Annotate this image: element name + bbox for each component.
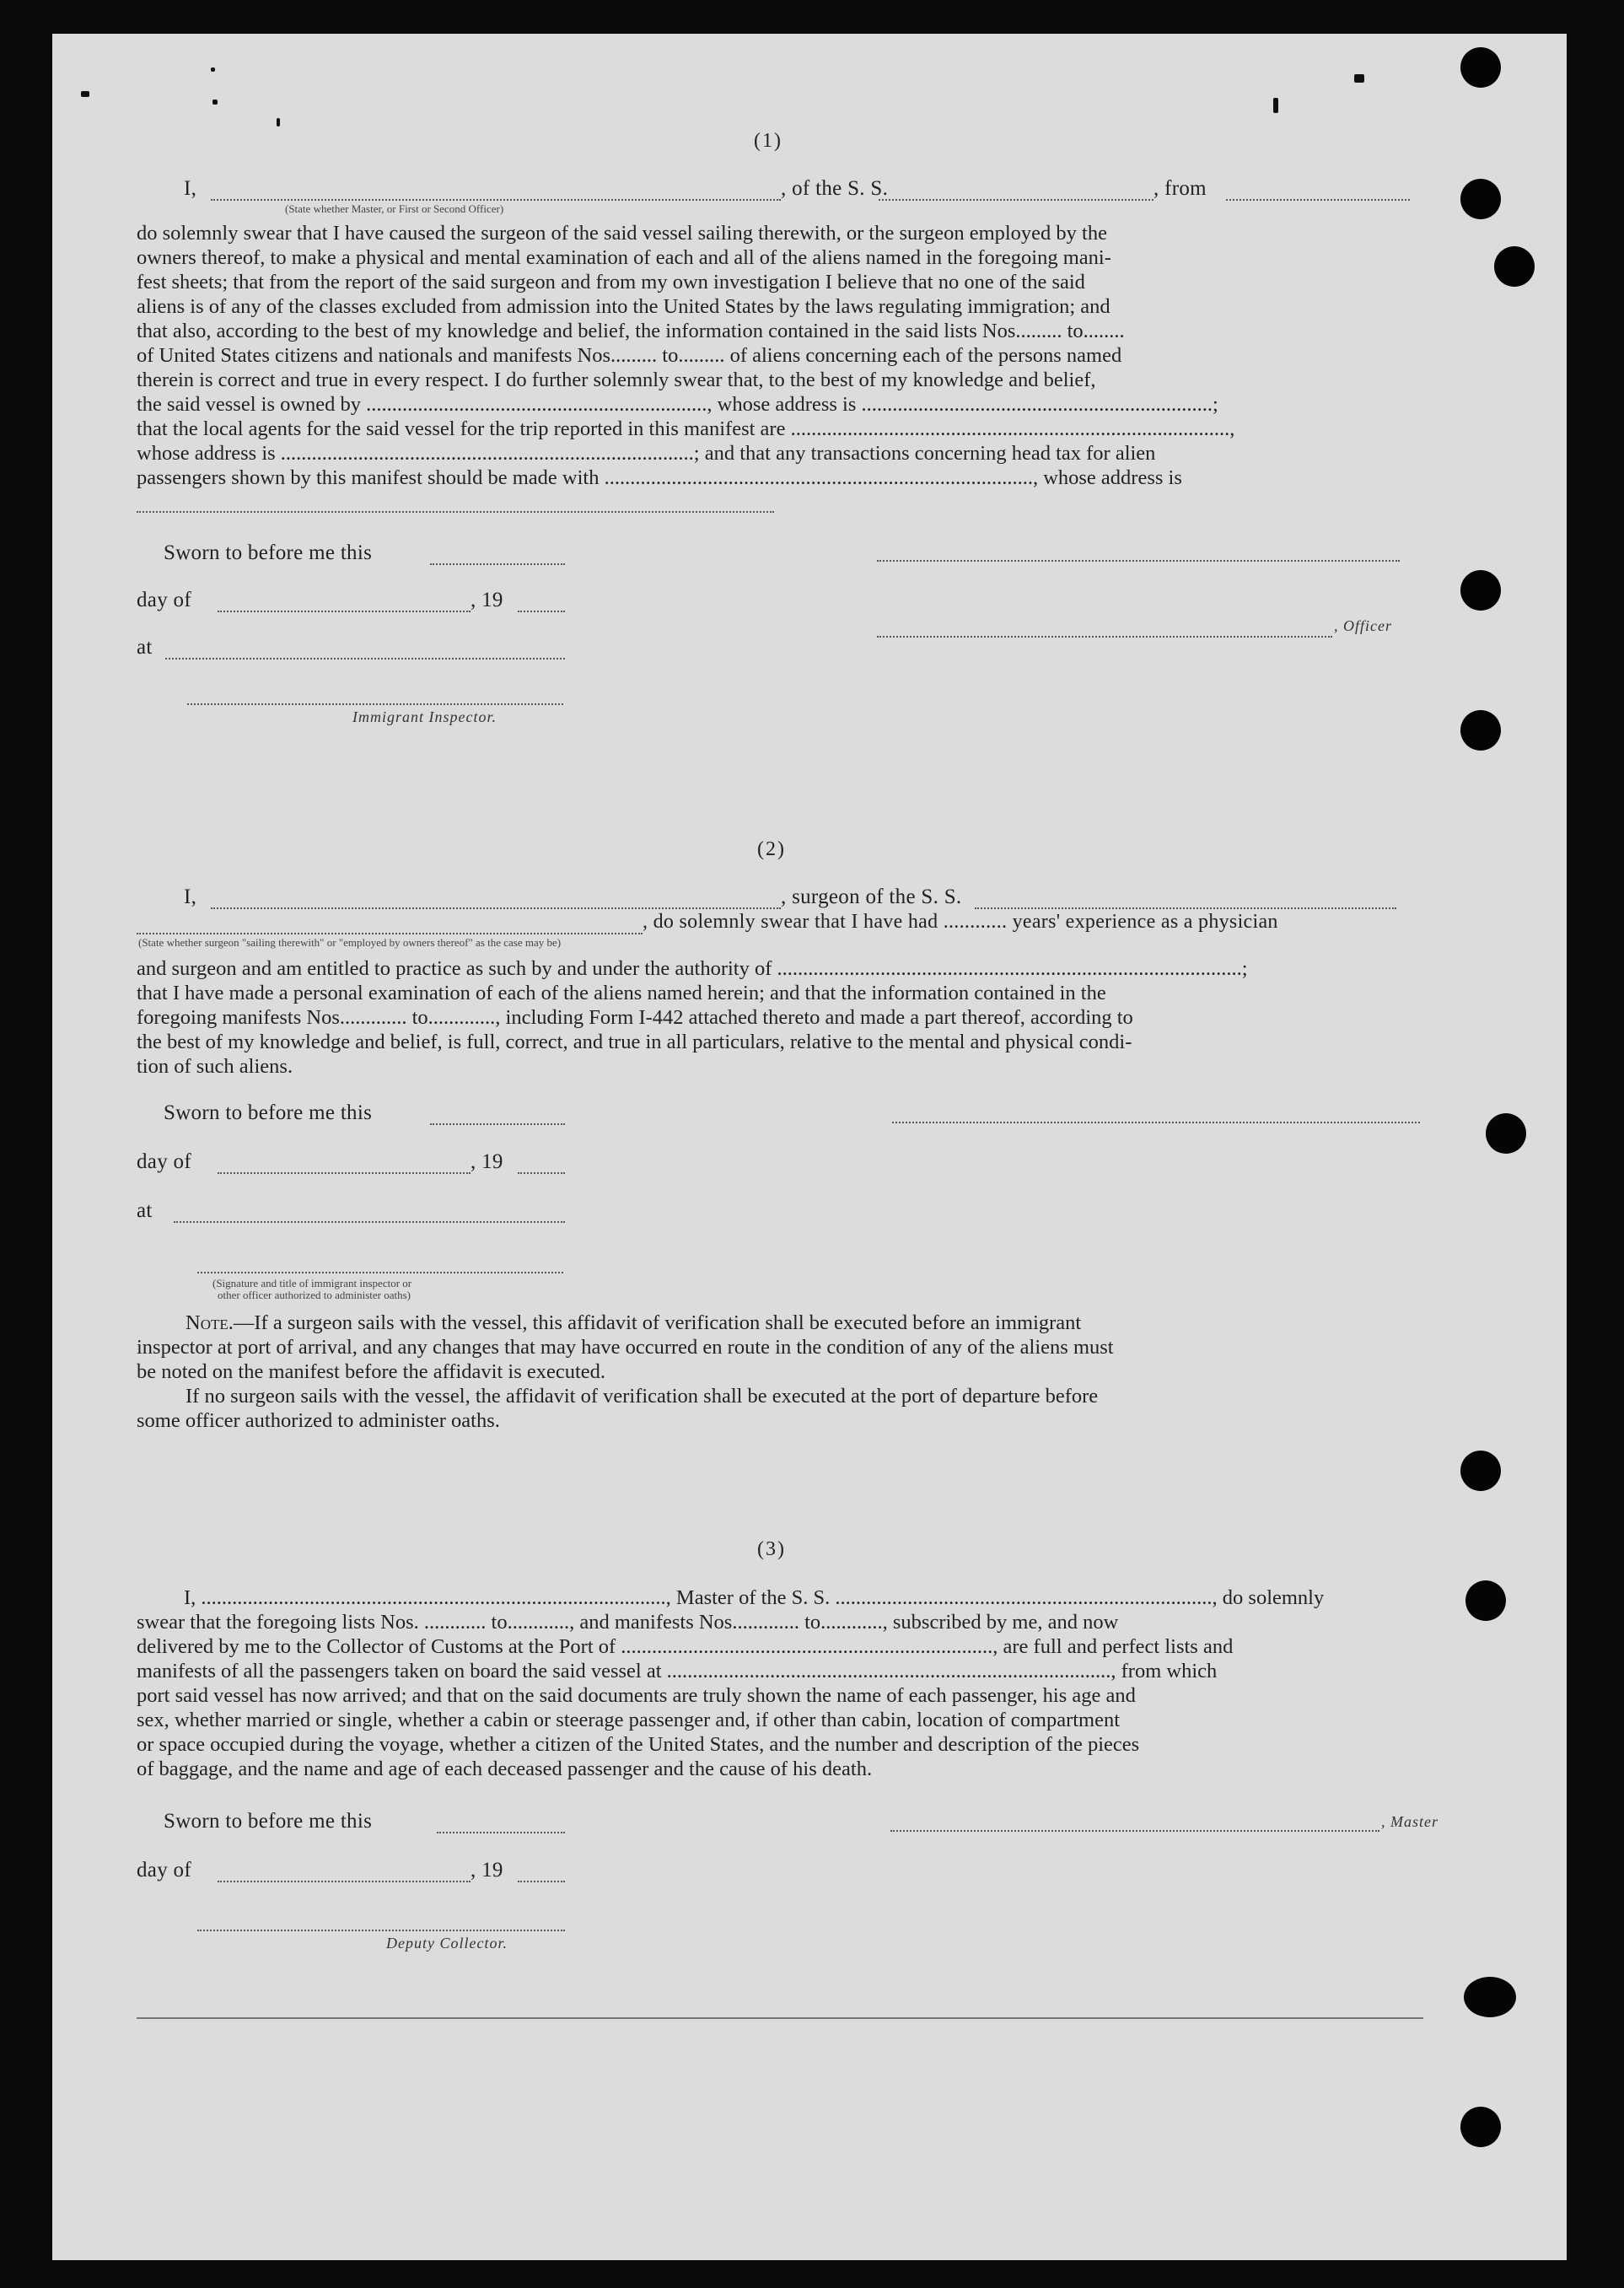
s2-note-line: inspector at port of arrival, and any changes that may have occurred en route in the condition of any of the aliens must <box>137 1336 1114 1359</box>
s2-name-blank[interactable] <box>211 907 781 909</box>
bottom-rule <box>137 2017 1423 2019</box>
s1-ss-label: , of the S. S. <box>781 177 889 200</box>
s2-ship-blank[interactable] <box>975 907 1396 909</box>
s3-body <box>137 1585 1477 1781</box>
s3-year-label: , 19 <box>471 1859 503 1882</box>
s2-surgeon-sig-line[interactable] <box>892 1122 1420 1123</box>
s3-sworn-blank[interactable] <box>437 1832 565 1833</box>
s2-day-label: day of <box>137 1150 191 1173</box>
ink-speck <box>81 91 89 97</box>
s2-sworn-blank[interactable] <box>430 1123 565 1125</box>
s3-body-line: port said vessel has now arrived; and that on the said documents are truly shown the name of each passenger, his age and <box>137 1684 1136 1707</box>
s1-body <box>137 221 1418 490</box>
s2-i-label: I, <box>184 886 197 908</box>
s3-body-line: manifests of all the passengers taken on board the said vessel at ......................................................................................, from which <box>137 1660 1218 1682</box>
s1-officer-blank[interactable] <box>211 199 781 201</box>
s1-inspector-label: Immigrant Inspector. <box>352 708 497 725</box>
s2-at-blank[interactable] <box>174 1221 565 1223</box>
s2-note-text: —If a surgeon sails with the vessel, this affidavit of verification shall be executed before an immigrant <box>233 1311 1082 1334</box>
s3-body-line: of baggage, and the name and age of each deceased passenger and the cause of his death. <box>137 1758 873 1780</box>
s2-day-blank[interactable] <box>218 1172 471 1174</box>
s3-day-label: day of <box>137 1859 191 1882</box>
punch-hole <box>1486 1113 1526 1154</box>
section-3-number: (3) <box>757 1538 786 1560</box>
s2-capacity-note: (State whether surgeon "sailing therewith" or "employed by owners thereof" as the case may be) <box>138 936 562 949</box>
s3-body-line: swear that the foregoing lists Nos. ............ to............, and manifests Nos............. to............, subscribed by me, and now <box>137 1611 1119 1634</box>
s2-body-line: the best of my knowledge and belief, is full, correct, and true in all particulars, relative to the mental and physical condi- <box>137 1031 1132 1053</box>
s3-day-blank[interactable] <box>218 1881 471 1882</box>
s1-day-blank[interactable] <box>218 611 471 612</box>
s1-body-line: of United States citizens and nationals and manifests Nos......... to......... of aliens concerning each of the persons named <box>137 344 1122 367</box>
s1-year-label: , 19 <box>471 589 503 611</box>
s2-sig-line[interactable] <box>197 1272 563 1273</box>
s2-sig-note-1: (Signature and title of immigrant inspector or <box>212 1277 412 1289</box>
s1-address-blank[interactable] <box>137 511 774 513</box>
ink-speck <box>277 118 280 127</box>
s1-body-line: passengers shown by this manifest should be made with ..................................................................................., whose address is <box>137 466 1182 489</box>
s1-body-line: therein is correct and true in every respect. I do further solemnly swear that, to the best of my knowledge and belief, <box>137 369 1096 391</box>
punch-hole <box>1464 1977 1516 2017</box>
s3-body-line: I, .........................................................................................., Master of the S. S. ........................................................................., do solemnly <box>184 1586 1325 1609</box>
section-1-number: (1) <box>754 130 782 152</box>
ink-speck <box>1354 74 1364 83</box>
s2-note2-line: If no surgeon sails with the vessel, the affidavit of verification shall be executed at the port of departure before <box>186 1385 1099 1408</box>
s1-body-line: do solemnly swear that I have caused the surgeon of the said vessel sailing therewith, or the surgeon employed by the <box>137 222 1107 245</box>
s2-body <box>137 956 1477 1079</box>
punch-hole <box>1460 1451 1501 1491</box>
s3-master-sig-line[interactable] <box>890 1830 1379 1832</box>
s1-i-label: I, <box>184 177 197 200</box>
s1-at-label: at <box>137 636 153 659</box>
punch-hole <box>1460 710 1501 751</box>
s2-year-blank[interactable] <box>518 1172 565 1174</box>
s2-at-label: at <box>137 1199 153 1222</box>
s1-from-label: , from <box>1153 177 1207 200</box>
s3-year-blank[interactable] <box>518 1881 565 1882</box>
punch-hole <box>1494 246 1535 287</box>
s1-body-line: whose address is ................................................................................; and that any transactions concerning head tax for alien <box>137 442 1156 465</box>
s2-note2-line: some officer authorized to administer oaths. <box>137 1409 500 1432</box>
s2-swear-text: , do solemnly swear that I have had ............ years' experience as a physician <box>643 911 1278 933</box>
ink-speck <box>1273 98 1278 113</box>
s3-body-line: sex, whether married or single, whether a cabin or steerage passenger and, if other than cabin, location of compartment <box>137 1709 1121 1731</box>
punch-hole <box>1460 179 1501 219</box>
section-2-number: (2) <box>757 838 786 860</box>
s2-surgeon-label: , surgeon of the S. S. <box>781 886 962 908</box>
s3-sworn-label: Sworn to before me this <box>164 1810 373 1833</box>
s3-body-line: delivered by me to the Collector of Customs at the Port of ........................................................................, are full and perfect lists and <box>137 1635 1234 1658</box>
punch-hole <box>1460 2107 1501 2147</box>
punch-hole <box>1460 47 1501 88</box>
s2-note-line: be noted on the manifest before the affidavit is executed. <box>137 1360 606 1383</box>
ink-speck <box>212 100 218 105</box>
s2-body-line: that I have made a personal examination of each of the aliens named herein; and that the information contained in the <box>137 982 1106 1004</box>
s2-body-line: foregoing manifests Nos............. to............., including Form I-442 attached thereto and made a part thereof, according to <box>137 1006 1133 1029</box>
s3-body-line: or space occupied during the voyage, whether a citizen of the United States, and the number and description of the pieces <box>137 1733 1140 1756</box>
s1-ship-blank[interactable] <box>879 199 1153 201</box>
s2-capacity-blank[interactable] <box>137 933 643 934</box>
s3-deputy-label: Deputy Collector. <box>386 1935 508 1952</box>
s2-body-line: tion of such aliens. <box>137 1055 293 1078</box>
s2-note <box>137 1311 1477 1433</box>
s2-note-label: Note. <box>186 1311 234 1334</box>
s1-sworn-label: Sworn to before me this <box>164 541 373 564</box>
s2-note-line <box>137 1311 1477 1335</box>
s1-inspector-line[interactable] <box>187 703 563 705</box>
s1-from-blank[interactable] <box>1226 199 1410 201</box>
s1-officer-label: , Officer <box>1334 617 1392 634</box>
s2-sworn-label: Sworn to before me this <box>164 1101 373 1124</box>
s1-body-line: that the local agents for the said vessel for the trip reported in this manifest are ....................................................................................., <box>137 417 1235 440</box>
s1-body-line: aliens is of any of the classes excluded from admission into the United States by the laws regulating immigration; and <box>137 295 1110 318</box>
s1-officer-line[interactable] <box>877 636 1332 638</box>
manifest-page <box>52 34 1567 2260</box>
punch-hole <box>1460 570 1501 611</box>
ink-speck <box>211 67 215 72</box>
s1-body-line: that also, according to the best of my knowledge and belief, the information contained in the said lists Nos......... to........ <box>137 320 1125 342</box>
s1-body-line: owners thereof, to make a physical and mental examination of each and all of the aliens named in the foregoing mani- <box>137 246 1111 269</box>
s1-day-label: day of <box>137 589 191 611</box>
s3-master-label: , Master <box>1381 1813 1438 1830</box>
s3-deputy-line[interactable] <box>197 1930 565 1931</box>
s1-year-blank[interactable] <box>518 611 565 612</box>
s2-sig-note-2: other officer authorized to administer oaths) <box>218 1289 411 1301</box>
s1-at-blank[interactable] <box>165 658 565 659</box>
s1-officer-note: (State whether Master, or First or Second Officer) <box>285 202 504 215</box>
s1-body-line: the said vessel is owned by .................................................................., whose address is ....................................................................; <box>137 393 1218 416</box>
s2-body-line: and surgeon and am entitled to practice as such by and under the authority of ..........................................................................................; <box>137 957 1248 980</box>
s1-body-line: fest sheets; that from the report of the said surgeon and from my own investigation I believe that no one of the said <box>137 271 1085 293</box>
s1-officer-sig-line[interactable] <box>877 560 1400 562</box>
s2-year-label: , 19 <box>471 1150 503 1173</box>
s1-sworn-blank[interactable] <box>430 563 565 565</box>
